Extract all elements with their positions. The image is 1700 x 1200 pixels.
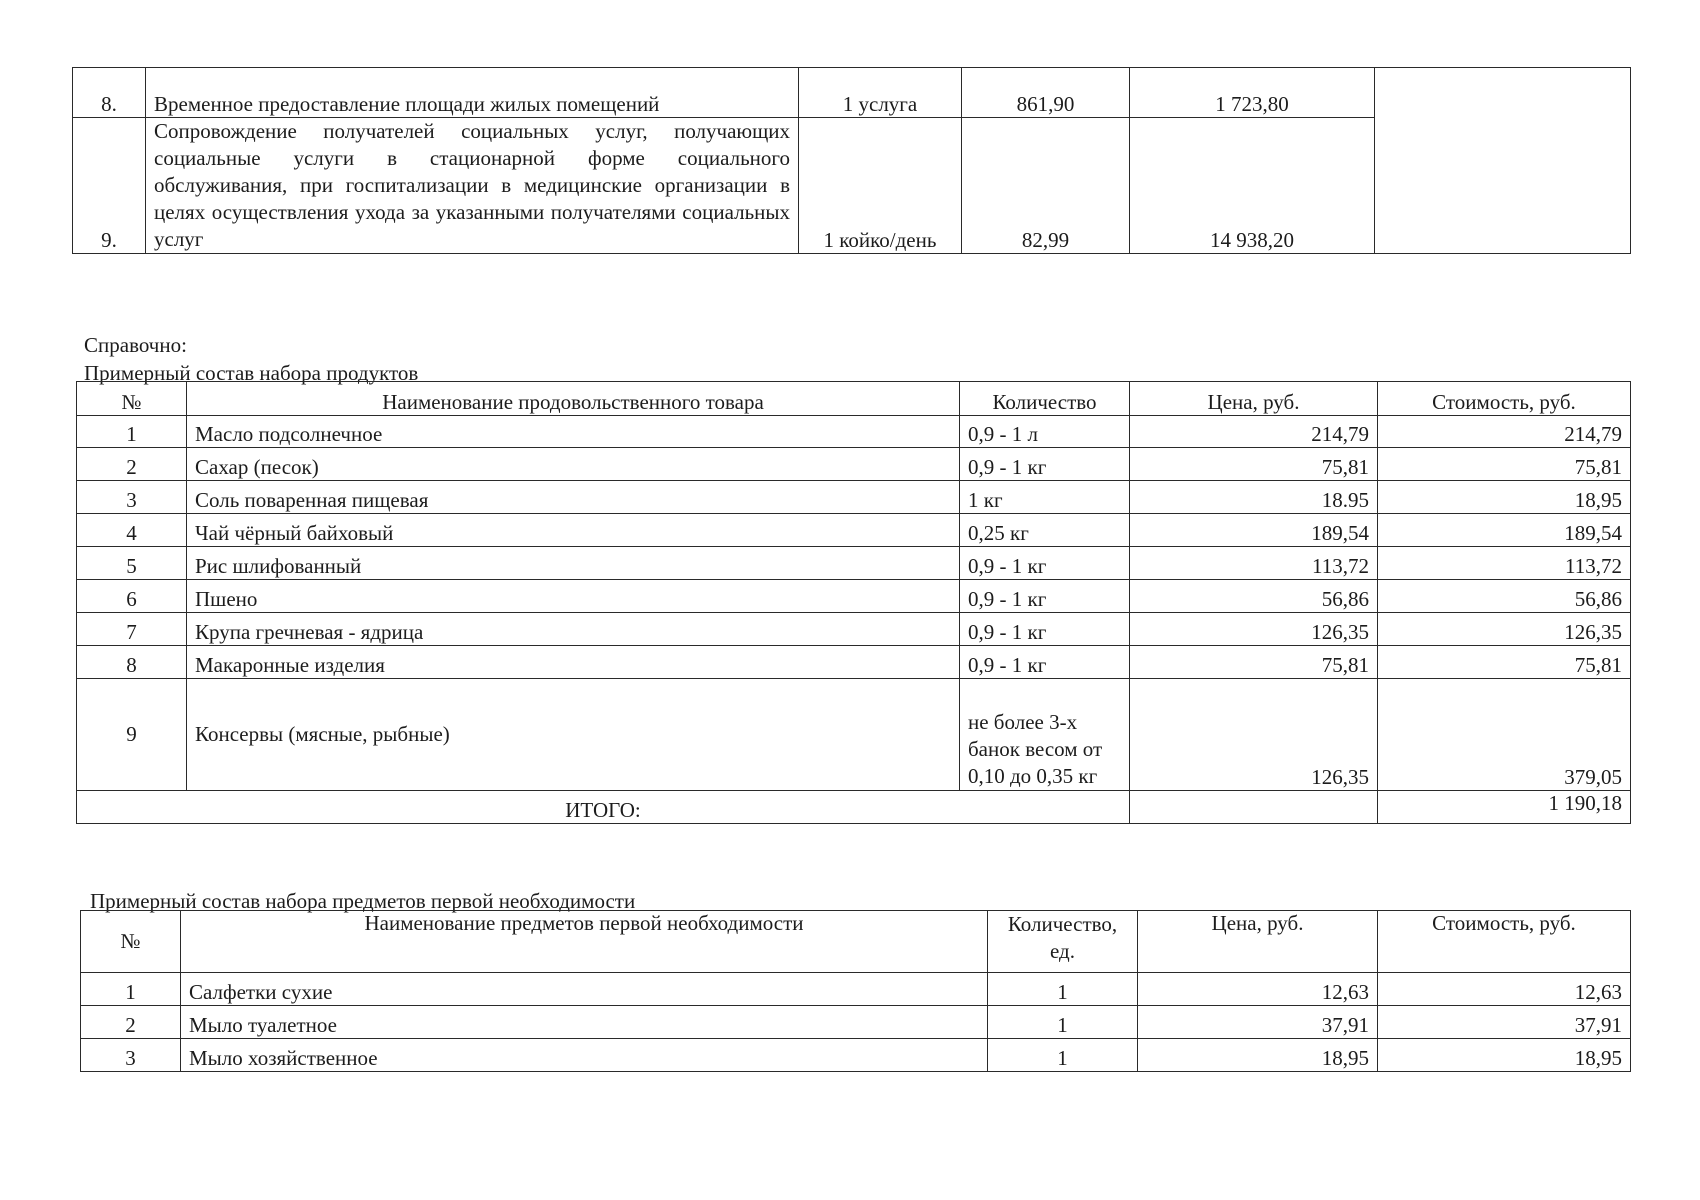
row-cost: 37,91 bbox=[1378, 1006, 1631, 1039]
service-total: 1 723,80 bbox=[1130, 68, 1375, 118]
table-row bbox=[77, 646, 1631, 679]
row-qty: 0,9 - 1 кг bbox=[960, 547, 1130, 580]
row-name: Салфетки сухие bbox=[181, 973, 988, 1006]
row-name: Сахар (песок) bbox=[187, 448, 960, 481]
header-qty: Количество bbox=[960, 382, 1130, 416]
row-price: 18.95 bbox=[1130, 481, 1378, 514]
header-price: Цена, руб. bbox=[1138, 911, 1378, 973]
row-num: 1 bbox=[81, 973, 181, 1006]
row-num: 6 bbox=[77, 580, 187, 613]
header-num: № bbox=[77, 382, 187, 416]
row-num: 8 bbox=[77, 646, 187, 679]
row-cost: 18,95 bbox=[1378, 1039, 1631, 1072]
row-qty: 0,9 - 1 кг bbox=[960, 613, 1130, 646]
total-label: ИТОГО: bbox=[77, 791, 1130, 824]
service-name: Временное предоставление площади жилых помещений bbox=[146, 68, 799, 118]
total-price-empty bbox=[1130, 791, 1378, 824]
row-cost: 113,72 bbox=[1378, 547, 1631, 580]
row-num: 3 bbox=[81, 1039, 181, 1072]
row-price: 113,72 bbox=[1130, 547, 1378, 580]
row-qty: 1 bbox=[988, 973, 1138, 1006]
service-name: Сопровождение получателей социальных услуг, получающих социальные услуги в стационарной форме социального обслуживания, при госпитализации в медицинские организации в целях осуществления ухода за указанными получателями социальных услуг bbox=[146, 118, 799, 254]
table-row bbox=[77, 514, 1631, 547]
row-price: 56,86 bbox=[1130, 580, 1378, 613]
table-row bbox=[77, 580, 1631, 613]
row-cost: 189,54 bbox=[1378, 514, 1631, 547]
service-note-cell bbox=[1375, 68, 1631, 254]
row-name: Масло подсолнечное bbox=[187, 416, 960, 448]
service-unit: 1 койко/день bbox=[799, 118, 962, 254]
row-qty: не более 3-х банок весом от 0,10 до 0,35 кг bbox=[960, 679, 1130, 791]
row-cost: 126,35 bbox=[1378, 613, 1631, 646]
row-name: Пшено bbox=[187, 580, 960, 613]
total-value: 1 190,18 bbox=[1378, 791, 1631, 824]
row-price: 12,63 bbox=[1138, 973, 1378, 1006]
table-row bbox=[81, 1039, 1631, 1072]
row-qty: 0,9 - 1 кг bbox=[960, 580, 1130, 613]
row-qty: 0,9 - 1 л bbox=[960, 416, 1130, 448]
row-name: Крупа гречневая - ядрица bbox=[187, 613, 960, 646]
table-row bbox=[77, 481, 1631, 514]
row-price: 214,79 bbox=[1130, 416, 1378, 448]
row-num: 2 bbox=[77, 448, 187, 481]
row-cost: 18,95 bbox=[1378, 481, 1631, 514]
table-row bbox=[77, 416, 1631, 448]
table-row bbox=[81, 1006, 1631, 1039]
service-unit: 1 услуга bbox=[799, 68, 962, 118]
service-num: 8. bbox=[73, 68, 146, 118]
header-name: Наименование продовольственного товара bbox=[187, 382, 960, 416]
row-cost: 379,05 bbox=[1378, 679, 1631, 791]
row-cost: 56,86 bbox=[1378, 580, 1631, 613]
essentials-set-table bbox=[80, 910, 1631, 1072]
row-num: 3 bbox=[77, 481, 187, 514]
services-table bbox=[72, 67, 1631, 254]
header-cost: Стоимость, руб. bbox=[1378, 382, 1631, 416]
service-num: 9. bbox=[73, 118, 146, 254]
row-num: 1 bbox=[77, 416, 187, 448]
table-row bbox=[77, 613, 1631, 646]
header-cost: Стоимость, руб. bbox=[1378, 911, 1631, 973]
row-name: Макаронные изделия bbox=[187, 646, 960, 679]
food-set-title: Примерный состав набора продуктов bbox=[84, 361, 419, 385]
table-row bbox=[73, 68, 1631, 118]
header-name: Наименование предметов первой необходимости bbox=[181, 911, 988, 973]
header-price: Цена, руб. bbox=[1130, 382, 1378, 416]
row-qty: 0,9 - 1 кг bbox=[960, 448, 1130, 481]
row-price: 126,35 bbox=[1130, 679, 1378, 791]
row-name: Чай чёрный байховый bbox=[187, 514, 960, 547]
table-header-row bbox=[77, 382, 1631, 416]
row-price: 75,81 bbox=[1130, 646, 1378, 679]
row-qty: 1 bbox=[988, 1006, 1138, 1039]
food-set-table bbox=[76, 381, 1631, 824]
row-qty: 1 кг bbox=[960, 481, 1130, 514]
table-row bbox=[77, 448, 1631, 481]
table-total-row bbox=[77, 791, 1631, 824]
row-num: 2 bbox=[81, 1006, 181, 1039]
header-qty: Количество, ед. bbox=[988, 911, 1138, 973]
reference-label: Справочно: bbox=[84, 333, 187, 357]
row-qty: 1 bbox=[988, 1039, 1138, 1072]
row-num: 7 bbox=[77, 613, 187, 646]
row-name: Консервы (мясные, рыбные) bbox=[187, 679, 960, 791]
row-qty: 0,25 кг bbox=[960, 514, 1130, 547]
service-price: 861,90 bbox=[962, 68, 1130, 118]
service-total: 14 938,20 bbox=[1130, 118, 1375, 254]
row-name: Мыло хозяйственное bbox=[181, 1039, 988, 1072]
table-row bbox=[77, 679, 1631, 791]
row-qty: 0,9 - 1 кг bbox=[960, 646, 1130, 679]
row-price: 37,91 bbox=[1138, 1006, 1378, 1039]
row-name: Мыло туалетное bbox=[181, 1006, 988, 1039]
row-num: 5 bbox=[77, 547, 187, 580]
essentials-set-title: Примерный состав набора предметов первой необходимости bbox=[90, 889, 636, 913]
row-cost: 75,81 bbox=[1378, 448, 1631, 481]
row-num: 9 bbox=[77, 679, 187, 791]
row-price: 75,81 bbox=[1130, 448, 1378, 481]
row-price: 189,54 bbox=[1130, 514, 1378, 547]
row-cost: 75,81 bbox=[1378, 646, 1631, 679]
row-num: 4 bbox=[77, 514, 187, 547]
row-price: 18,95 bbox=[1138, 1039, 1378, 1072]
table-row bbox=[81, 973, 1631, 1006]
row-cost: 214,79 bbox=[1378, 416, 1631, 448]
row-cost: 12,63 bbox=[1378, 973, 1631, 1006]
row-price: 126,35 bbox=[1130, 613, 1378, 646]
header-num: № bbox=[81, 911, 181, 973]
service-price: 82,99 bbox=[962, 118, 1130, 254]
table-header-row bbox=[81, 911, 1631, 973]
row-name: Рис шлифованный bbox=[187, 547, 960, 580]
table-row bbox=[77, 547, 1631, 580]
row-name: Соль поваренная пищевая bbox=[187, 481, 960, 514]
